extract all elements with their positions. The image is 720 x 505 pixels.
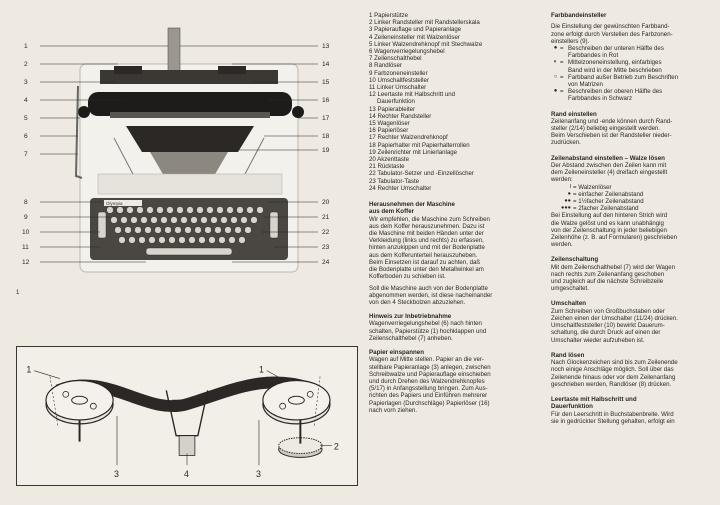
section-body: Zum Schreiben von Großbuchstaben oder Zeichen einen der Umschalter (11/24) drücken. Umschaltfeststeller (10) bewirkt Dauerum- schaltung, die durch Druck auf einen der Umschalter wieder aufzuheben ist. [551,307,678,344]
section-body: Mit dem Zeilenschalthebel (7) wird der Wagen nach rechts zum Zeilenanfang geschoben und zugleich auf die nächste Schreibzeile umgeschaltet. [551,263,676,293]
callout-11: 11 [22,244,29,251]
ribbon-zone-black-icon: ● [553,88,558,95]
parts-list-item: 8 Randlöser [369,62,402,70]
ribbon-callout-1-right: 1 [258,364,264,375]
brand-label: Olympia [106,201,123,206]
section-body: Soll die Maschine auch von der Bodenplatte abgenommen werden, ist diese nacheinander von den 4 Steckbolzen abzuziehen. [369,284,493,306]
callout-1: 1 [24,43,28,50]
line-spacing-row: I = Walzenlöser [551,184,715,191]
callout-2: 2 [24,61,28,68]
one-and-half-spacing-icon: ●● [564,197,571,204]
section-heading: Umschalten [551,300,587,308]
ribbon-zone-off-icon: ○ [553,73,558,80]
parts-list-item: 9 Farbzoneneinsteller [369,69,428,77]
ribbon-callout-1-left: 1 [26,364,32,375]
section-body: Für den Leerschritt in Buchstabenbreite. Wird sie in gedrückter Stellung gehalten, erfolgt ein [551,410,675,425]
section-heading: Herausnehmen der Maschine aus dem Koffer [369,201,455,216]
figure-number: 1 [16,290,20,296]
callout-8: 8 [24,199,28,206]
section-body: Die Einstellung der gewünschten Farbband- zone erfolgt durch Verstellen des Farbzonen- einstellers (9). [551,23,673,45]
callout-9: 9 [24,214,28,221]
typewriter-drawing [18,26,360,274]
callout-6: 6 [24,133,28,140]
callout-20: 20 [322,199,330,206]
typewriter-figure [18,26,360,274]
parts-list-item: 7 Zeilenschalthebel [369,55,422,63]
callout-18: 18 [322,133,330,140]
callout-23: 23 [322,244,330,251]
section-body: Wagenverriegelungshebel (6) nach hinten schalten, Papierstütze (1) hochklappen und Zeilenschalthebel (7) anheben. [369,320,487,342]
parts-list-item: 19 Zeilenrichter mit Linierlanlage [369,148,458,156]
section-heading: Papier einspannen [369,349,425,357]
parts-list-item: 10 Umschaltfeststeller [369,76,429,84]
line-spacing-row: ●●● = 2facher Zeilenabstand [551,205,715,212]
ribbon-callout-4: 4 [184,469,189,480]
parts-list-item: 20 Akzenttaste [369,156,409,164]
parts-list-item: 2 Linker Randsteller mit Randstellerskala [369,19,480,27]
callout-16: 16 [322,97,330,104]
parts-list-item: 6 Wagenverriegelungshebel [369,48,445,56]
section-heading: Hinweis zur Inbetriebnahme [369,313,452,321]
section-heading: Rand einstellen [551,110,597,118]
ribbon-callout-2: 2 [333,441,339,452]
callout-7: 7 [24,151,28,158]
ribbon-zone-legend-row: ● = Beschreiben der unteren Hälfte des Farbbandes in Rot [551,45,715,59]
section-heading: Zeilenschaltung [551,256,599,264]
parts-list-item: 11 Linker Umschalter [369,84,427,92]
left-callouts [22,43,30,266]
section-body: Wagen auf Mitte stellen. Papier an die ver- stellbare Papieranlage (3) anlegen, zwischen Schreibwalze und Papierauflage einschieben und durch Drehen des Walzendrehknopfes (5/17) in Anfangsstellung bringen. Zum Aus- richten des Papiers und Einführen mehrerer Papierlagen (Durchschläge) Papierlöser (16) nach vorn ziehen. [369,356,491,414]
parts-list-item: 12 Leertaste mit Halbschritt und [369,91,456,99]
single-spacing-icon: ● [567,190,571,197]
callout-13: 13 [322,43,330,50]
parts-list-item: 18 Papierhalter mit Papierhalterrollen [369,141,470,149]
ribbon-zone-middle-icon: ◐ [553,59,558,66]
callout-10: 10 [22,229,30,236]
callout-3: 3 [24,79,28,86]
callout-22: 22 [322,229,330,236]
callout-24: 24 [322,259,330,266]
text-column-2 [551,12,715,425]
parts-list-item: 24 Rechter Umschalter [369,184,432,192]
section-body: Zeilenanfang und -ende können durch Rand- steller (2/14) beliebig eingestellt werden. Beim Verschieben ist der Randsteller nieder- zudrücken. [551,117,673,147]
parts-list-item: 21 Rücktaste [369,163,405,171]
parts-list-item: 23 Tabulator-Taste [369,177,420,185]
parts-list-item: 13 Papierableiter [369,105,416,113]
ribbon-drawing [17,347,357,485]
section-body: Bei Einstellung auf den hinteren Strich wird die Walze gelöst und es kann unabhängig von der Zeilenschaltung in jeder beliebigen Zeilenhöhe (z. B. auf Formularen) geschrieben werden. [551,212,678,249]
parts-list-item: Dauerfunktion [377,98,415,106]
callout-14: 14 [322,61,330,68]
parts-list-item: 5 Linker Walzendrehknopf mit Stechwalze [369,40,483,48]
section-body: Der Abstand zwischen den Zeilen kann mit dem Zeileneinsteller (4) dreifach eingestellt werden: [551,161,668,184]
section-body: Wir empfehlen, die Maschine zum Schreiben aus dem Koffer herauszunehmen. Dazu ist die Maschine mit beiden Händen unter der Verkleidung (links und rechts) zu erfassen, hinten anzukippen und mit der Bodenplatte aus dem Kofferunterteil herauszuheben. Beim Einsetzen ist darauf zu achten, daß die Bodenplatte unter den Metallwinkel am Kofferboden zu schieben ist. [369,215,490,281]
ribbon-zone-red-icon: ● [553,44,558,51]
ribbon-callout-3-left: 3 [114,469,119,480]
section-heading: Leertaste mit Halbschritt und Dauerfunktion [551,395,637,411]
callout-19: 19 [322,147,330,154]
parts-list-item: 15 Wagenlöser [369,120,410,128]
section-heading: Zeilenabstand einstellen – Walze lösen [551,154,665,162]
parts-list-item: 17 Rechter Walzendrehknopf [369,134,448,142]
parts-list-item: 22 Tabulator-Setzer und -Einzellöscher [369,170,474,178]
line-spacing-row: ● = einfacher Zeilenabstand [551,191,715,198]
section-body: Nach Glockenzeichen sind bis zum Zeilenende noch einige Anschläge möglich. Soll über das Zeilenende hinaus oder vor dem Zeilenanfang geschrieben werden, Randlöser (8) drücken. [551,359,678,388]
parts-list [369,12,541,192]
parts-list-item: 16 Papierlöser [369,127,409,135]
section-heading: Farbbandeinsteller [551,12,607,19]
text-column-1 [369,12,541,414]
double-spacing-icon: ●●● [561,205,571,212]
parts-list-item: 3 Papierauflage und Papieranlage [369,26,462,34]
platen-release-icon: I [569,183,571,190]
ribbon-figure [16,346,358,486]
ribbon-zone-legend-row: ● = Beschreiben der oberen Hälfte des Farbbandes in Schwarz [551,88,715,102]
callout-21: 21 [322,214,330,221]
callout-15: 15 [322,79,330,86]
ribbon-callout-3-right: 3 [255,469,261,480]
ribbon-zone-legend-row: ◐ = Mittelzoneneinstellung, einfarbiges Band wird in der Mitte beschrieben [551,59,715,73]
line-spacing-row: ●● = 1½facher Zeilenabstand [551,198,715,205]
callout-17: 17 [322,115,330,122]
parts-list-item: 4 Zeileneinsteller mit Walzenlöser [369,33,460,41]
section-heading: Rand lösen [551,351,585,359]
callout-5: 5 [24,115,28,122]
parts-list-item: 14 Rechter Randsteller [369,112,432,120]
ribbon-zone-legend-row: ○ = Farbband außer Betrieb zum Beschriften von Matrizen [551,74,715,88]
callout-4: 4 [24,97,28,104]
parts-list-item: 1 Papierstütze [369,12,408,19]
callout-12: 12 [22,259,30,266]
right-callouts [322,43,330,266]
